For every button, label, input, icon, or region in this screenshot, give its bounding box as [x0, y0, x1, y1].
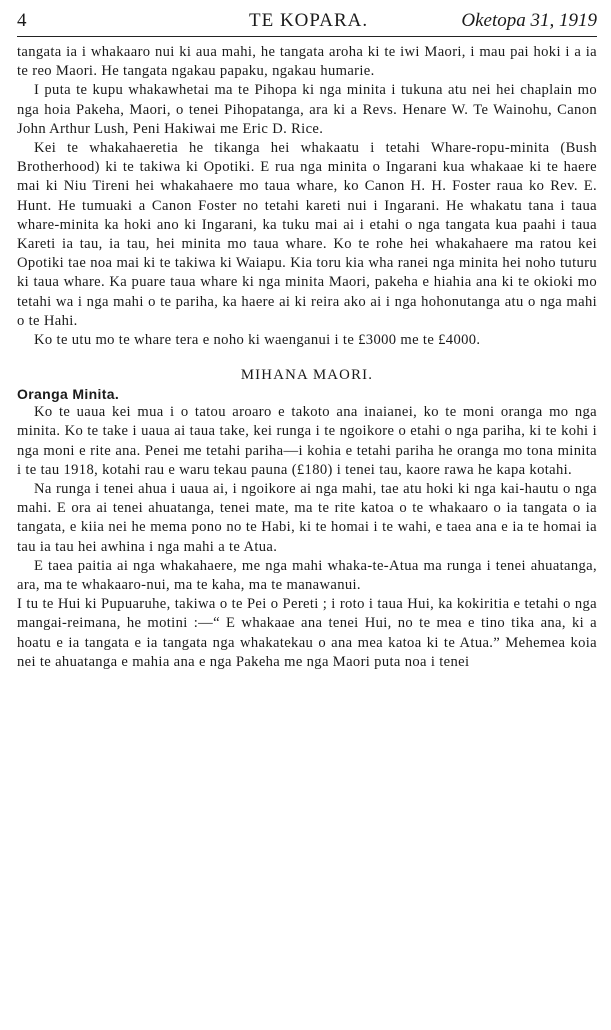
publication-title: TE KOPARA.: [249, 10, 369, 31]
article-body: [17, 43, 597, 672]
paragraph: Na runga i tenei ahua i uaua ai, i ngoikore ai nga mahi, tae atu hoki ki nga kai-hautu o nga mahi. E ora ai tenei ahuatanga, tenei mate, ma te rite katoa o te whakaaro o ia tangata o ia tangata, e kiia nei he mema pono no te Habi, ki te homai i te wahi, e taea ana e ia te homai ia tau ia tau hei awhina i nga mahi a te Atua.: [17, 481, 597, 555]
section-heading: MIHANA MAORI.: [240, 367, 374, 384]
paragraph: Kei te whakahaeretia he tikanga hei whakaatu i tetahi Whare-ropu-minita (Bush Brotherhood) ki te takiwa ki Opotiki. E rua nga minita o Ingarani kua whakaae ki te haere mai ki Niu Tireni hei whakahaere mo taua whare, ko Canon H. H. Foster raua ko Rev. E. Hunt. He tumuaki a Canon Foster no tetahi kareti nui i Ingarani. He whakatu tana i taua whare-minita ka hoki ano ki Ingarani, ka tuku mai ai i etahi o nga tangata kua paahi i taua Kareti ia tau, ia tau, hei minita mo taua whare. Ko te rohe hei whakahaere ma ratou kei Opotiki tae noa mai ki te takiwa ki Waiapu. Kia toru kia wha ranei nga minita hei noho tuturu ki taua whare. Ka puare taua whare ki nga minita Maori, pakeha e hiahia ana ki te okioki mo tetahi wa i nga mahi o te pariha, ka haere ai ki reira ako ai i nga hohonutanga atu o nga mahi o te Hahi.: [17, 140, 597, 329]
page-header: [17, 6, 597, 37]
paragraph: E taea paitia ai nga whakahaere, me nga mahi whaka-te-Atua ma runga i tenei ahuatanga, ara, ma te whakaaro-nui, ma te kaha, ma te manawanui.: [17, 557, 597, 594]
issue-date: Oketopa 31, 1919: [461, 10, 597, 31]
page-number: 4: [17, 10, 27, 31]
paragraph: Ko te utu mo te whare tera e noho ki waenganui i te £3000 me te £4000.: [34, 332, 481, 349]
paragraph: I tu te Hui ki Pupuaruhe, takiwa o te Pei o Pereti ; i roto i taua Hui, ka kokiritia e tetahi o nga mangai-reimana, he motini :—“ E whakaae ana tenei Hui, no te mea e tino tika ana, ki a hoatu e ia tangata e ia tangata nga whakatekau o ana mea katoa ki te Atua.” Mehemea koia nei te ahuatanga e mahia ana e nga Pakeha me nga Maori puta noa i tenei: [17, 596, 597, 670]
sub-heading: Oranga Minita.: [17, 386, 120, 403]
paragraph: Ko te uaua kei mua i o tatou aroaro e takoto ana inaianei, ko te moni oranga mo nga minita. Ko te take i uaua ai taua take, kei runga i te ngoikore o etahi o nga pariha, ki te kohi i nga moni e rite ana. Penei me tetahi pariha—i kohia e tetahi pariha he oranga mo tona minita i te tau 1918, kotahi rau e waru tekau pauna (£180) i tenei tau, kaore rawa he kapa kotahi.: [17, 404, 597, 478]
paragraph: tangata ia i whakaaro nui ki aua mahi, he tangata aroha ki te iwi Maori, i mau pai hoki i a ia te reo Maori. He tangata ngakau papaku, ngakau humarie.: [17, 44, 597, 80]
paragraph: I puta te kupu whakawhetai ma te Pihopa ki nga minita i tukuna atu nei hei chaplain mo nga hoia Pakeha, Maori, o tenei Pihopatanga, ara ki a Revs. Henare W. Te Wainohu, Canon John Arthur Lush, Peni Hakiwai me Eric D. Rice.: [17, 82, 597, 137]
